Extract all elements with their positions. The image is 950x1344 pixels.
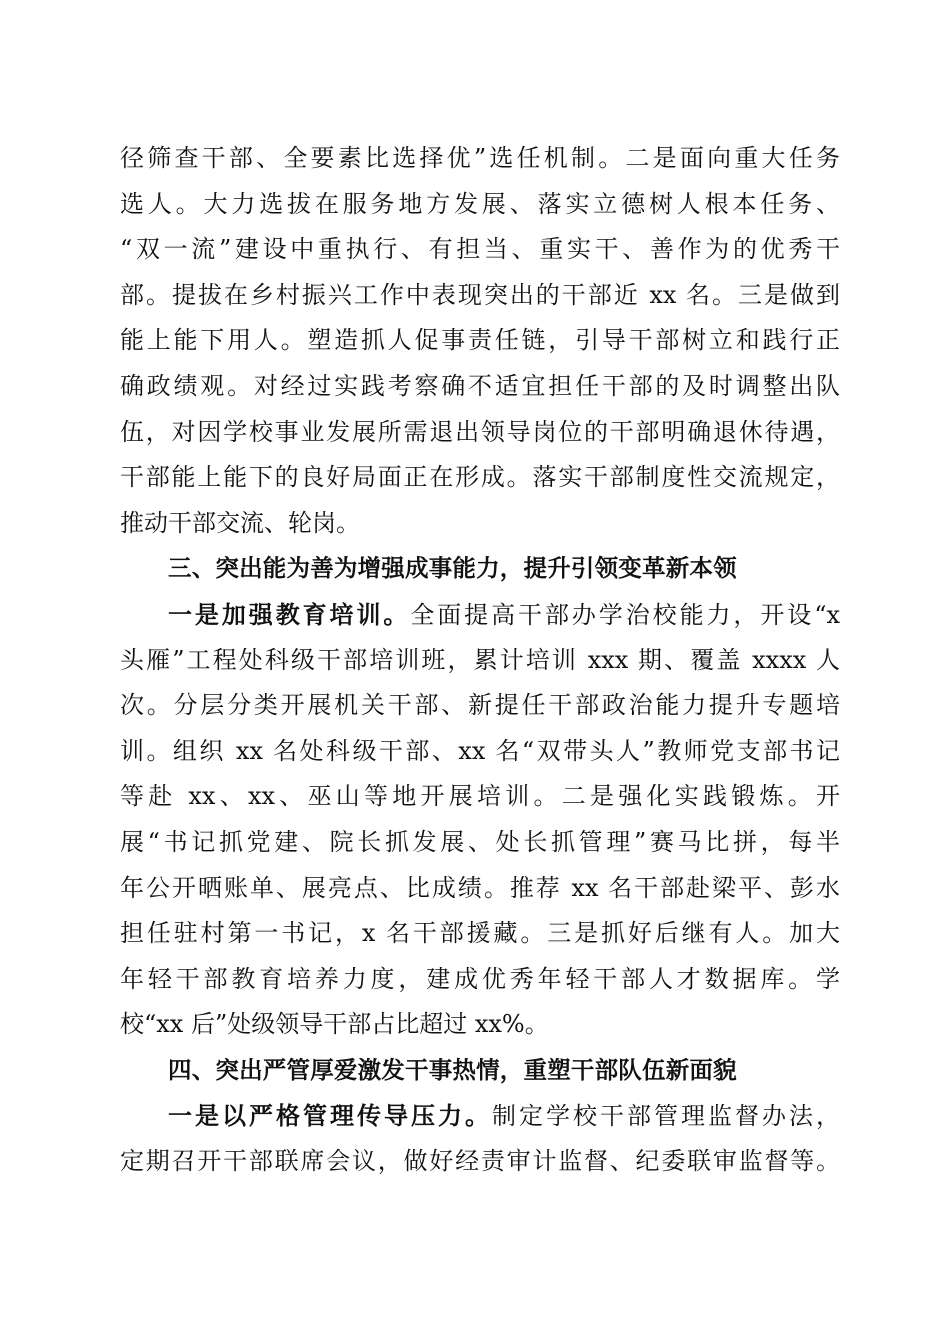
text-line: 选人。大力选拔在服务地方发展、落实立德树人根本任务、 xyxy=(120,189,840,218)
section-heading-3: 三、突出能为善为增强成事能力，提升引领变革新本领 xyxy=(168,554,737,583)
paragraph-training xyxy=(120,592,840,1048)
document-page xyxy=(120,136,840,1185)
text-line: 展“书记抓党建、院长抓发展、处长抓管理”赛马比拼，每半 xyxy=(120,827,840,856)
text-line: 伍，对因学校事业发展所需退出领导岗位的干部明确退休待遇， xyxy=(120,417,840,446)
text-line: 训。组织 xx 名处科级干部、xx 名“双带头人”教师党支部书记 xyxy=(120,736,840,765)
paragraph-cadre-selection xyxy=(120,136,840,546)
text-line: 干部能上能下的良好局面正在形成。落实干部制度性交流规定， xyxy=(120,463,840,492)
text-line: 能上能下用人。塑造抓人促事责任链，引导干部树立和践行正 xyxy=(120,326,840,355)
text-line: 次。分层分类开展机关干部、新提任干部政治能力提升专题培 xyxy=(120,691,840,720)
lead-phrase: 一是以严格管理传导压力。 xyxy=(168,1101,492,1131)
text-line: 校“xx 后”处级领导干部占比超过 xx%。 xyxy=(120,1010,549,1039)
text-line: 定期召开干部联席会议，做好经责审计监督、纪委联审监督等。 xyxy=(120,1147,840,1176)
text-line: 年公开晒账单、展亮点、比成绩。推荐 xx 名干部赴梁平、彭水 xyxy=(120,873,840,902)
paragraph-strict-management xyxy=(120,1093,840,1184)
lead-phrase: 一是加强教育培训。 xyxy=(168,599,411,629)
text-line: “双一流”建设中重执行、有担当、重实干、善作为的优秀干 xyxy=(120,235,840,264)
text-line: 径筛查干部、全要素比选择优”选任机制。二是面向重大任务 xyxy=(120,144,840,172)
text-span: 全面提高干部办学治校能力，开设“x xyxy=(410,600,840,629)
text-line: 等赴 xx、xx、巫山等地开展培训。二是强化实践锻炼。开 xyxy=(120,782,840,811)
text-line: 担任驻村第一书记，x 名干部援藏。三是抓好后继有人。加大 xyxy=(120,919,840,948)
section-heading-4: 四、突出严管厚爱激发干事热情，重塑干部队伍新面貌 xyxy=(168,1055,737,1084)
text-line xyxy=(120,1093,840,1139)
text-line: 确政绩观。对经过实践考察确不适宜担任干部的及时调整出队 xyxy=(120,371,840,400)
text-line xyxy=(120,592,840,638)
text-line: 年轻干部教育培养力度，建成优秀年轻干部人才数据库。学 xyxy=(120,964,840,993)
text-line: 部。提拔在乡村振兴工作中表现突出的干部近 xx 名。三是做到 xyxy=(120,280,840,309)
text-span: 制定学校干部管理监督办法， xyxy=(492,1102,840,1131)
text-line: 头雁”工程处科级干部培训班，累计培训 xxx 期、覆盖 xxxx 人 xyxy=(120,645,840,674)
text-line: 推动干部交流、轮岗。 xyxy=(120,508,360,537)
